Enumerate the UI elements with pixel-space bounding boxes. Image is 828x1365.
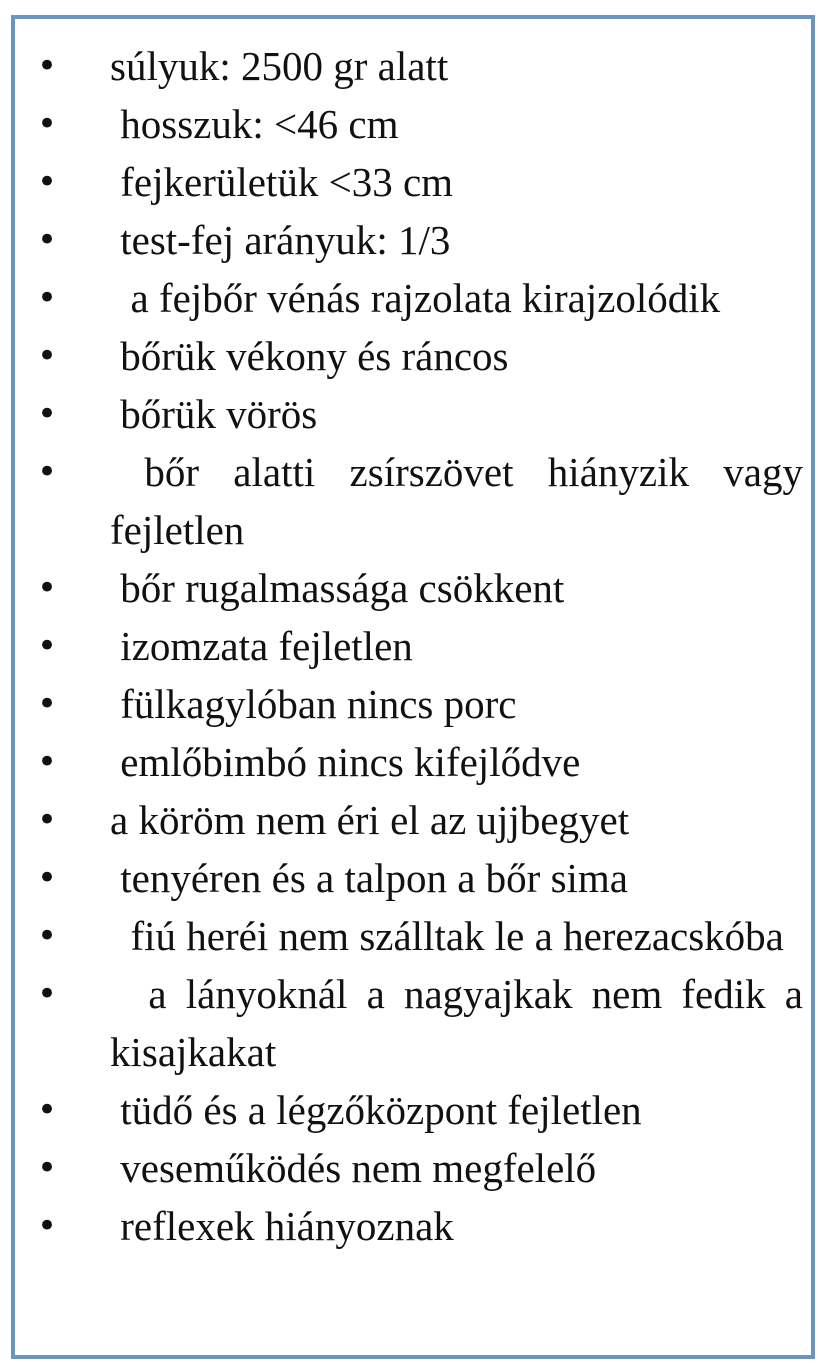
list-item-text: veseműködés nem megfelelő	[110, 1145, 597, 1191]
list-item	[15, 791, 811, 849]
list-item	[15, 849, 811, 907]
list-item	[15, 733, 811, 791]
list-item-text: emlőbimbó nincs kifejlődve	[110, 739, 581, 785]
bordered-text-box	[11, 15, 815, 1359]
list-item-text: a lányoknál a nagyajkak nem fedik a kisajkakat	[110, 971, 814, 1075]
bullet-icon: •	[37, 220, 58, 260]
list-item-text: a köröm nem éri el az ujjbegyet	[110, 797, 630, 843]
list-item-text: fiú heréi nem szálltak le a herezacskóba	[110, 913, 784, 959]
list-item	[15, 95, 811, 153]
list-item	[15, 617, 811, 675]
list-item	[15, 907, 811, 965]
list-item	[15, 675, 811, 733]
bullet-icon: •	[37, 452, 58, 492]
bullet-icon: •	[37, 568, 58, 608]
list-item	[15, 211, 811, 269]
bullet-icon: •	[37, 1090, 58, 1130]
bullet-icon: •	[37, 46, 58, 86]
list-item-text: bőr alatti zsírszövet hiányzik vagy fejletlen	[110, 449, 814, 553]
list-item	[15, 1139, 811, 1197]
bullet-icon: •	[37, 1206, 58, 1246]
list-item-text: súlyuk: 2500 gr alatt	[110, 43, 449, 89]
bullet-icon: •	[37, 104, 58, 144]
list-item-text: a fejbőr vénás rajzolata kirajzolódik	[110, 275, 721, 321]
bullet-icon: •	[37, 394, 58, 434]
list-item-text: tüdő és a légzőközpont fejletlen	[110, 1087, 642, 1133]
list-item-text: fülkagylóban nincs porc	[110, 681, 517, 727]
list-item	[15, 269, 811, 327]
list-item	[15, 385, 811, 443]
list-item-text: reflexek hiányoznak	[110, 1203, 454, 1249]
bullet-icon: •	[37, 974, 58, 1014]
list-item	[15, 1197, 811, 1255]
bullet-icon: •	[37, 858, 58, 898]
bullet-icon: •	[37, 278, 58, 318]
list-item-text: test-fej arányuk: 1/3	[110, 217, 451, 263]
list-item	[15, 153, 811, 211]
bullet-icon: •	[37, 684, 58, 724]
bullet-list	[15, 37, 814, 1255]
list-item-text: fejkerületük <33 cm	[110, 159, 454, 205]
bullet-icon: •	[37, 336, 58, 376]
list-item-text: bőr rugalmassága csökkent	[110, 565, 565, 611]
list-item-text: hosszuk: <46 cm	[110, 101, 399, 147]
bullet-icon: •	[37, 162, 58, 202]
list-item-text: izomzata fejletlen	[110, 623, 413, 669]
list-item-text: bőrük vékony és ráncos	[110, 333, 509, 379]
list-item	[15, 1081, 811, 1139]
bullet-icon: •	[37, 626, 58, 666]
bullet-icon: •	[37, 800, 58, 840]
list-item	[15, 443, 814, 559]
list-item-text: bőrük vörös	[110, 391, 318, 437]
list-item	[15, 965, 814, 1081]
list-item-text: tenyéren és a talpon a bőr sima	[110, 855, 629, 901]
list-item	[15, 37, 811, 95]
bullet-icon: •	[37, 916, 58, 956]
bullet-icon: •	[37, 1148, 58, 1188]
list-item	[15, 559, 811, 617]
bullet-icon: •	[37, 742, 58, 782]
list-item	[15, 327, 811, 385]
